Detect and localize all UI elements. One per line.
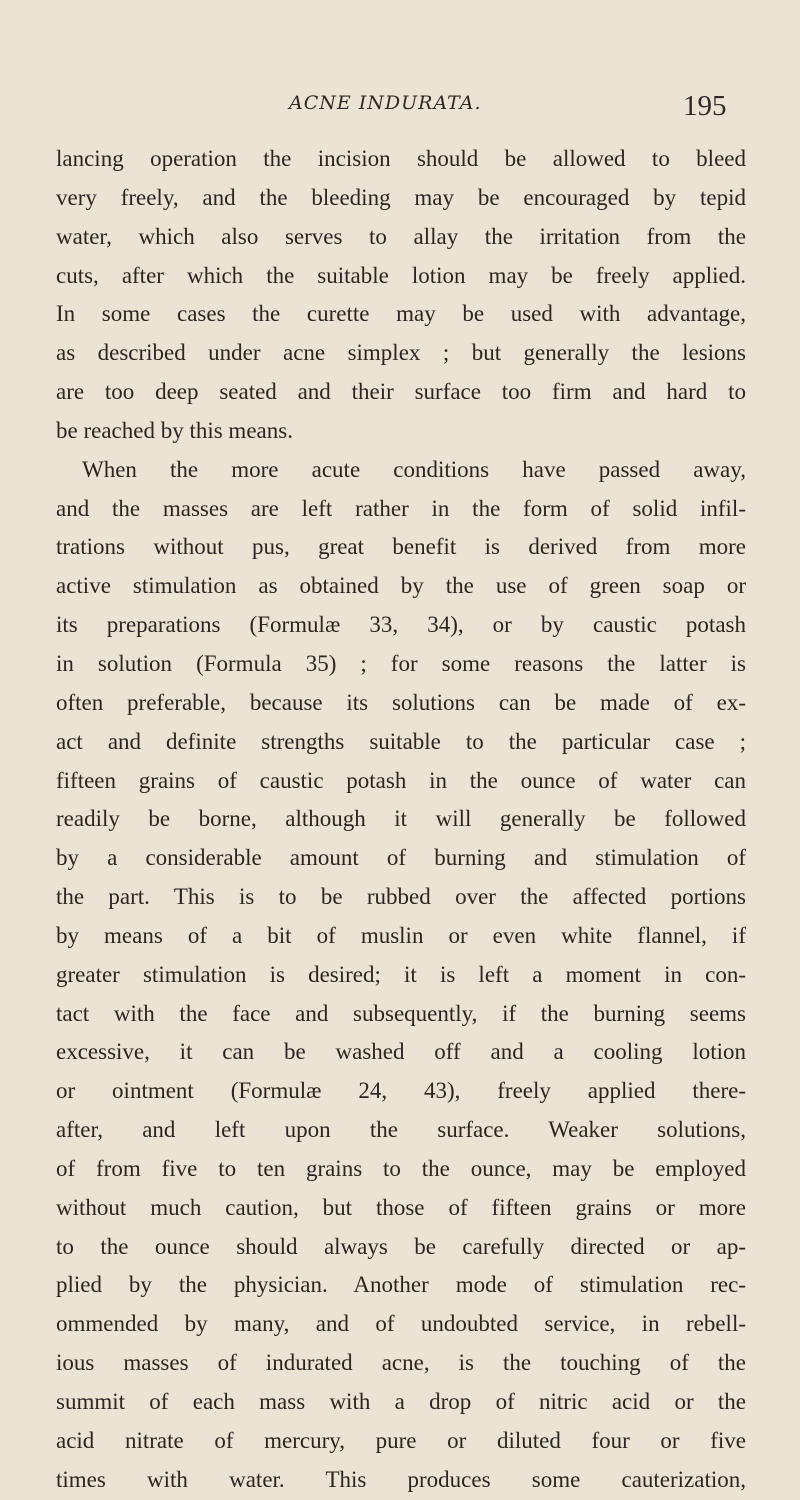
- text-line: fifteen grains of caustic potash in the ounce of water can: [56, 767, 746, 793]
- text-line: after, and left upon the surface. Weaker solutions,: [56, 1117, 746, 1143]
- running-head: [0, 92, 800, 124]
- text-line: lancing operation the incision should be allowed to bleed: [56, 146, 746, 171]
- text-line: water, which also serves to allay the irritation from the: [56, 223, 746, 249]
- text-line: often preferable, because its solutions can be made of ex-: [56, 689, 746, 715]
- text-line: When the more acute conditions have passed away,: [82, 456, 746, 482]
- text-line: of from five to ten grains to the ounce, may be employed: [56, 1155, 746, 1181]
- text-line: cuts, after which the suitable lotion may be freely applied.: [56, 262, 746, 288]
- body-text: [56, 140, 746, 1500]
- text-line: ious masses of indurated acne, is the touching of the: [56, 1350, 746, 1376]
- text-line: plied by the physician. Another mode of stimulation rec-: [56, 1272, 746, 1298]
- text-line: readily be borne, although it will generally be followed: [56, 806, 746, 832]
- text-line: times with water. This produces some cauterization,: [56, 1466, 746, 1492]
- text-line: greater stimulation is desired; it is left a moment in con-: [56, 961, 746, 987]
- text-line: be reached by this means.: [56, 417, 293, 443]
- page-number: 195: [683, 90, 727, 122]
- text-line: tact with the face and subsequently, if the burning seems: [56, 1000, 746, 1026]
- text-line: acid nitrate of mercury, pure or diluted four or five: [56, 1427, 746, 1453]
- text-line: are too deep seated and their surface too firm and hard to: [56, 379, 746, 405]
- text-line: ommended by many, and of undoubted service, in rebell-: [56, 1311, 746, 1337]
- text-line: by a considerable amount of burning and stimulation of: [56, 845, 746, 871]
- running-title: ACNE INDURATA.: [289, 92, 482, 114]
- text-line: and the masses are left rather in the form of solid infil-: [56, 495, 746, 521]
- text-line: without much caution, but those of fifteen grains or more: [56, 1194, 746, 1220]
- text-line: in solution (Formula 35) ; for some reasons the latter is: [56, 650, 746, 676]
- text-line: its preparations (Formulæ 33, 34), or by caustic potash: [56, 612, 746, 638]
- text-line: act and definite strengths suitable to the particular case ;: [56, 728, 746, 754]
- text-line: very freely, and the bleeding may be encouraged by tepid: [56, 184, 746, 210]
- text-line: as described under acne simplex ; but generally the lesions: [56, 340, 746, 366]
- text-line: the part. This is to be rubbed over the affected portions: [56, 884, 746, 910]
- text-line: trations without pus, great benefit is derived from more: [56, 534, 746, 560]
- text-line: to the ounce should always be carefully directed or ap-: [56, 1233, 746, 1259]
- text-line: excessive, it can be washed off and a cooling lotion: [56, 1039, 746, 1065]
- text-line: active stimulation as obtained by the use of green soap or: [56, 573, 746, 599]
- text-line: by means of a bit of muslin or even white flannel, if: [56, 922, 746, 948]
- text-line: In some cases the curette may be used with advantage,: [56, 301, 746, 327]
- text-line: or ointment (Formulæ 24, 43), freely applied there-: [56, 1078, 746, 1104]
- text-line: summit of each mass with a drop of nitric acid or the: [56, 1389, 746, 1414]
